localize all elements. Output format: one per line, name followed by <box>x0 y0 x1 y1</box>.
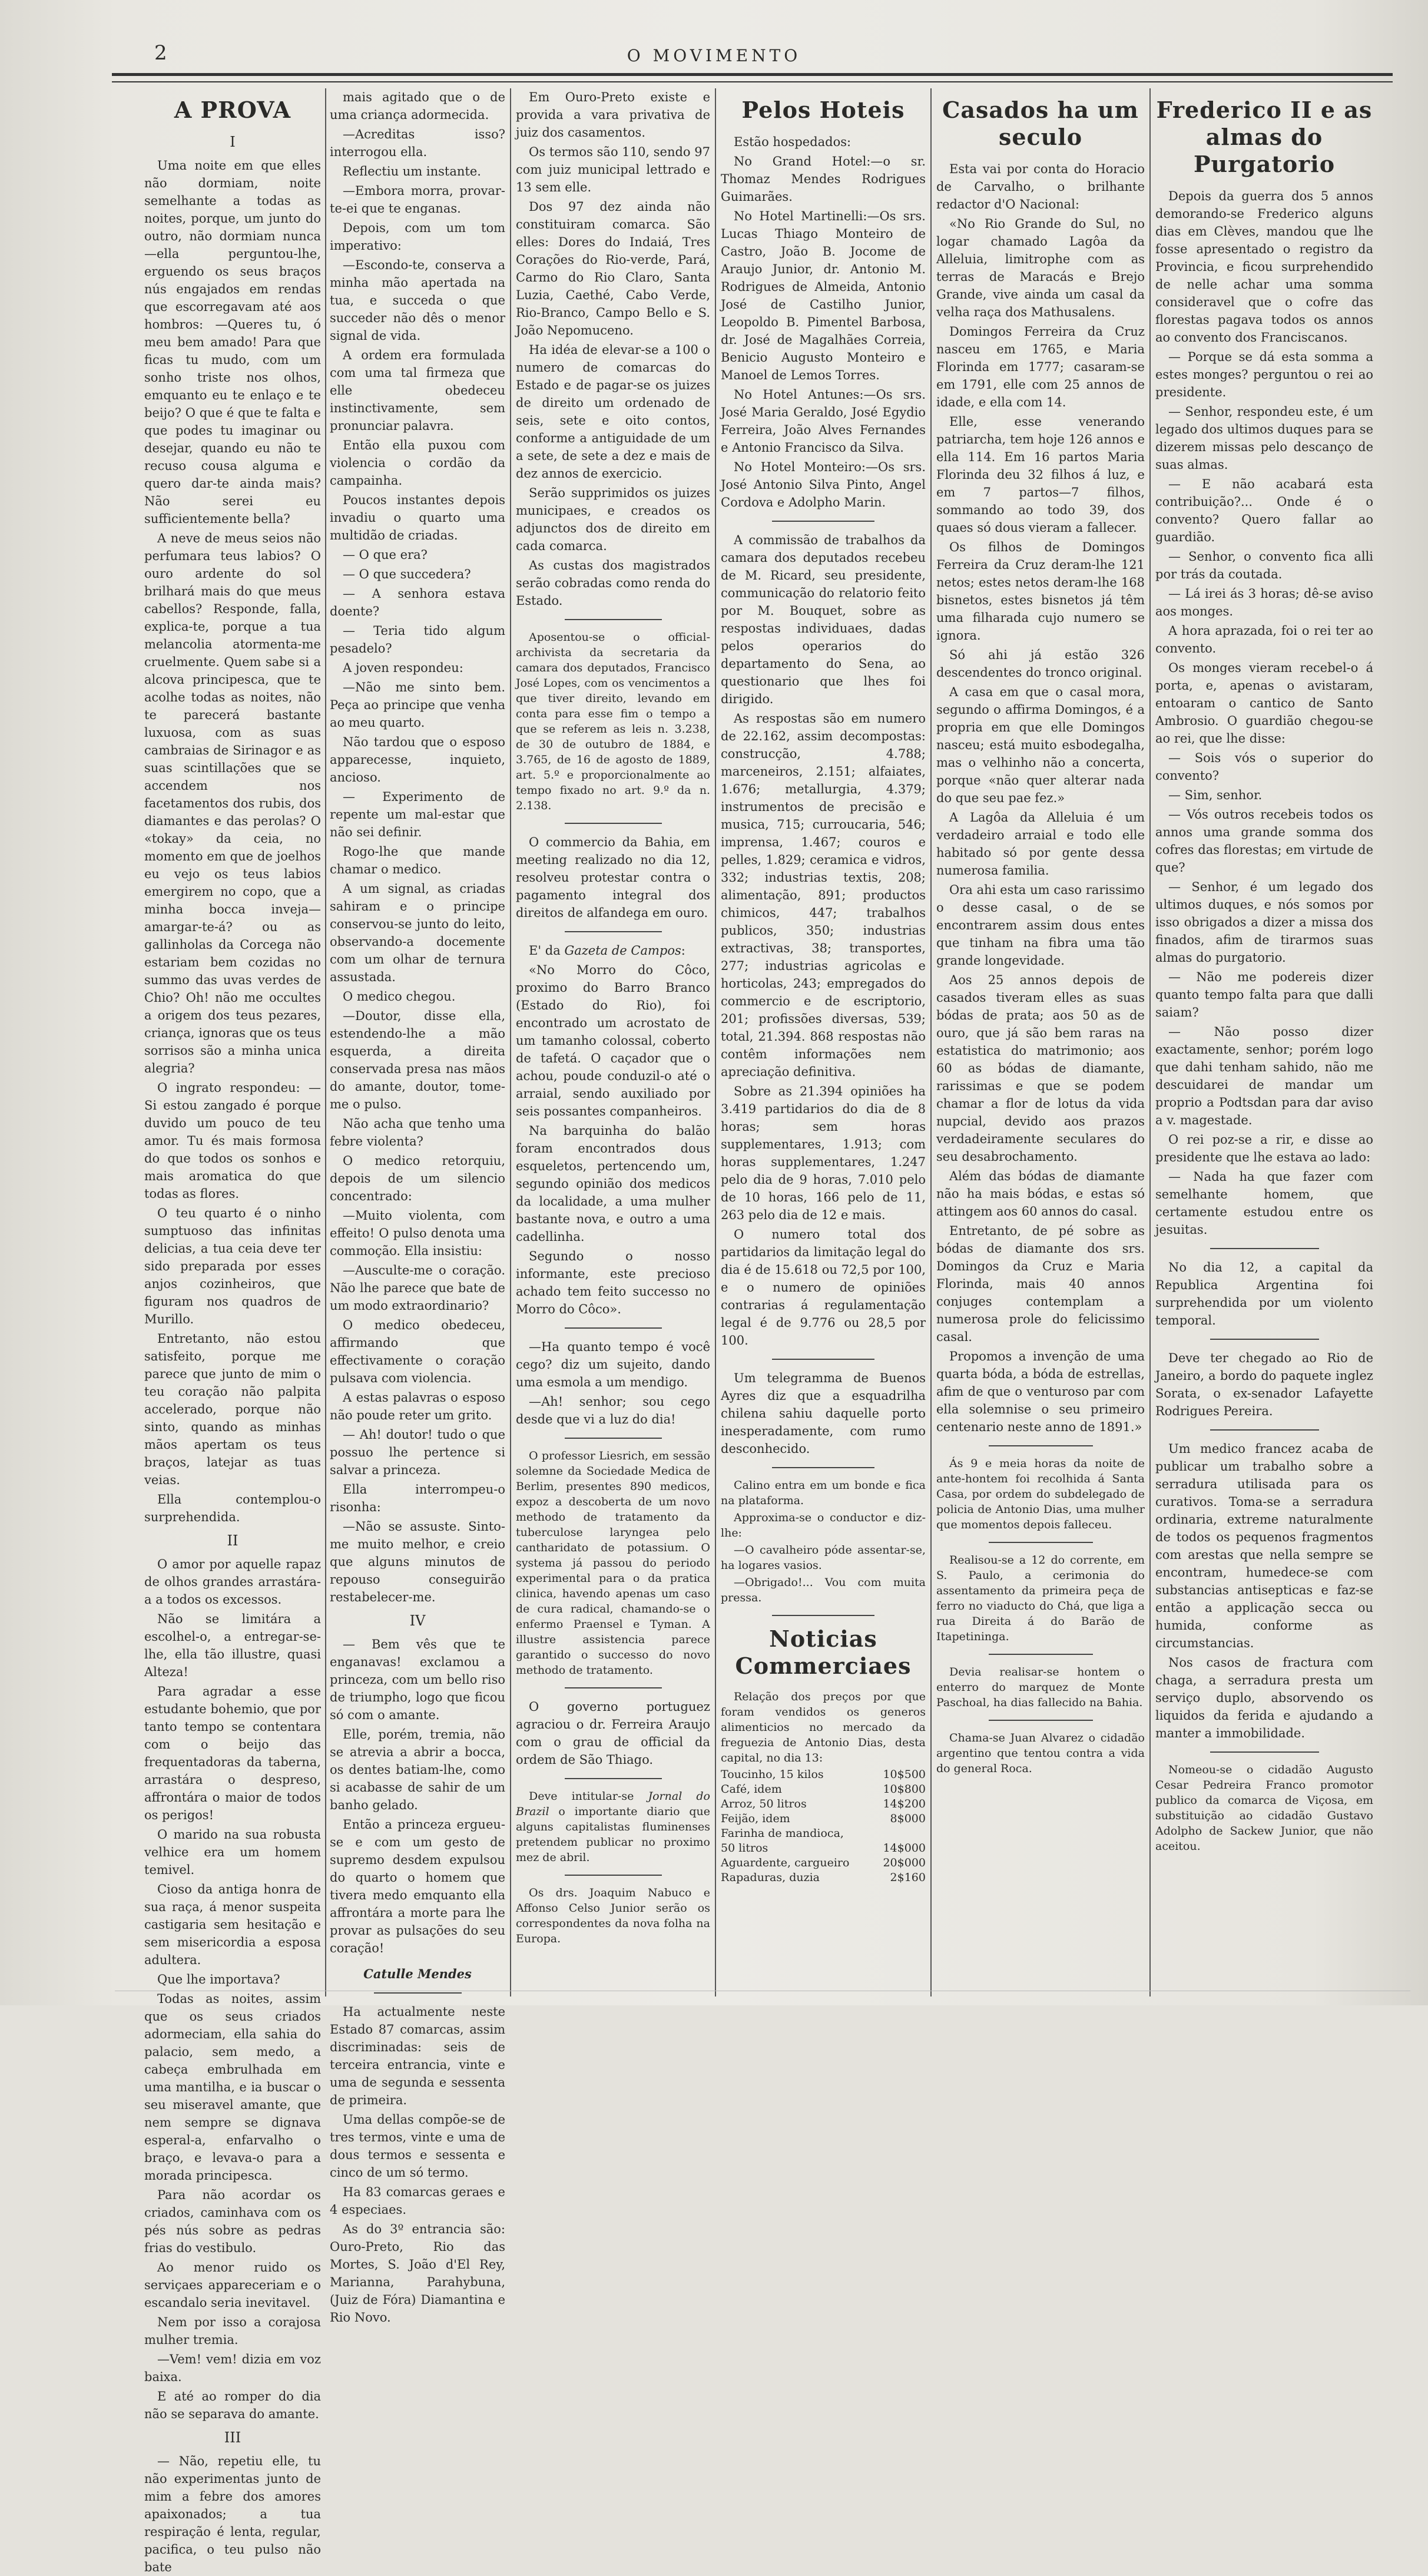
paragraph: E' da Gazeta de Campos: <box>529 943 685 958</box>
price-row <box>721 1767 926 1782</box>
body-text: o importante diario que alguns capitalistas fluminenses pretendem publicar no proximo mez de abril. <box>516 1805 710 1864</box>
paragraph: Então a princeza ergueu-se e com um gesto de supremo desdem expulsou do quarto o homem que tivera medo emquanto ella affrontára a morte para lhe provar as pulsações do seu coração! <box>330 1817 505 1955</box>
masthead: O MOVIMENTO <box>627 46 801 65</box>
paragraph: Entretanto, não estou satisfeito, porque me parece que junto de mim o teu coração não palpita accelerado, porque não sinto, quando as minhas mãos apertam os teus braços, latejar as tuas veias. <box>144 1332 321 1487</box>
paragraph: Nos casos de fractura com chaga, a serradura presta um serviço duplo, absorvendo os liquidos da ferida e ajudando a manter a immobilidade. <box>1155 1655 1373 1740</box>
paragraph: —Vem! vem! dizia em voz baixa. <box>144 2352 321 2384</box>
article-heading-pelos-hoteis: Pelos Hoteis <box>741 97 905 123</box>
paragraph: O amor por aquelle rapaz de olhos grandes arrastára-a a todos os excessos. <box>144 1557 321 1607</box>
paragraph: O commercio da Bahia, em meeting realizado no dia 12, resolveu protestar contra o pagamento integral dos direitos de alfandega em ouro. <box>516 835 710 920</box>
paragraph: O ingrato respondeu: — Si estou zangado é porque duvido um pouco de teu amor. Tu és mais formosa do que todos os sonhos e mais aromatica do que todas as flores. <box>144 1081 321 1201</box>
paragraph: Relação dos preços por que foram vendidos os generos alimenticios no mercado da freguezia de Antonio Dias, desta capital, no dia 13: <box>721 1690 926 1764</box>
paragraph: — A senhora estava doente? <box>330 587 505 618</box>
price-value: 2$160 <box>890 1871 926 1884</box>
paragraph: —Ausculte-me o coração. Não lhe parece que bate de um modo extraordinario? <box>330 1263 505 1313</box>
separator <box>1210 1751 1319 1753</box>
price-row <box>721 1856 926 1870</box>
price-row <box>721 1797 926 1812</box>
paragraph: Esta vai por conta do Horacio de Carvalho, o brilhante redactor d'O Nacional: <box>936 162 1145 211</box>
separator <box>565 931 662 932</box>
paragraph: Aposentou-se o official-archivista da secretaria da camara dos deputados, Francisco José Lopes, com os vencimentos a que tiver direito, levando em conta para esse fim o tempo a que se referem as leis n. 3.238, de 30 de outubro de 1884, e 3.765, de 16 de agosto de 1889, art. 5.º e proporcionalmente ao tempo fixado no art. 9.º da n. 2.138. <box>516 631 710 812</box>
separator <box>989 1542 1093 1543</box>
price-item: 50 litros <box>721 1842 768 1855</box>
article-heading-a-prova: A PROVA <box>174 97 291 123</box>
paragraph: Um medico francez acaba de publicar um trabalho sobre a serradura utilisada para os curativos. Toma-se a serradura ordinaria, extreme naturalmente de todos os pequenos fragmentos com arestas que nella sempre se encontram, humedece-se com substancias antisepticas e faz-se então a applicação secca ou humida, conforme as circumstancias. <box>1155 1442 1373 1650</box>
paragraph: Calino entra em um bonde e fica na plataforma. <box>721 1479 926 1507</box>
paragraph: mais agitado que o de uma criança adormecida. <box>330 90 505 122</box>
column-divider <box>325 88 326 1996</box>
paragraph: «No Rio Grande do Sul, no logar chamado Lagôa da Alleluia, limitrophe com as terras de Maracás e Brejo Grande, vive ainda um casal da velha raça dos Mathusalens. <box>936 217 1145 319</box>
paragraph: — Ah! doutor! tudo o que possuo lhe pertence si salvar a princeza. <box>330 1428 505 1477</box>
paragraph: —O cavalheiro póde assentar-se, ha logares vasios. <box>721 1544 926 1572</box>
paragraph: Para agradar a esse estudante bohemio, que por tanto tempo se contentara com o beijo das frequentadoras da taberna, arrastára o despreso, affrontára o maior de todos os perigos! <box>144 1684 321 1822</box>
price-row <box>721 1812 926 1826</box>
paragraph: Além das bódas de diamante não ha mais bódas, e estas só attingem aos 60 annos do casal. <box>936 1169 1145 1219</box>
intro-text: E' da <box>529 943 561 958</box>
section-marker: I <box>230 134 236 150</box>
paragraph: — Porque se dá esta somma a estes monges? perguntou o rei ao presidente. <box>1155 350 1373 399</box>
paragraph: Depois da guerra dos 5 annos demorando-se Frederico alguns dias em Clèves, mandou que lhe fosse apresentado o registro da Provincia, e ficou surprehendido de nelle achar uma somma consideravel que o cofre das florestas pagava todos os annos ao convento dos Franciscanos. <box>1155 189 1373 345</box>
paragraph: A Lagôa da Alleluia é um verdadeiro arraial e todo elle habitado só por gente dessa numerosa familia. <box>936 810 1145 878</box>
paragraph: Não se limitára a escolhel-o, a entregar-se-lhe, ella tão illustre, quasi Alteza! <box>144 1612 321 1679</box>
paragraph: Os monges vieram recebel-o á porta, e, apenas o avistaram, entoaram o cantico de Santo Ambrosio. O guardião chegou-se ao rei, que lhe disse: <box>1155 661 1373 746</box>
paragraph: — Senhor, é um legado dos ultimos duques, e nós somos por isso obrigados a dizer a missa dos finados, afim de tirarmos suas almas do purgatorio. <box>1155 880 1373 965</box>
paragraph: — Sois vós o superior do convento? <box>1155 751 1373 783</box>
header-rule <box>112 73 1393 82</box>
separator <box>772 1615 874 1616</box>
paragraph: Elle, esse venerando patriarcha, tem hoje 126 annos e ella 114. Em 16 partos Maria Florinda deu 32 filhos á luz, e em 7 partos—7 filhos, sommando ao todo 39, dos quaes só dous vieram a fallecer. <box>936 415 1145 535</box>
column-divider <box>510 88 511 1996</box>
paragraph: — Teria tido algum pesadelo? <box>330 624 505 655</box>
paragraph: — Senhor, respondeu este, é um legado dos ultimos duques para se dizerem missas pelo descanço de suas almas. <box>1155 405 1373 472</box>
paragraph: Um telegramma de Buenos Ayres diz que a esquadrilha chilena sahiu daquelle porto inesperadamente, com rumo desconhecido. <box>721 1371 926 1456</box>
separator <box>989 1654 1093 1655</box>
separator <box>565 823 662 824</box>
price-item: Feijão, idem <box>721 1812 790 1825</box>
paragraph: Chama-se Juan Alvarez o cidadão argentino que tentou contra a vida do general Roca. <box>936 1731 1145 1775</box>
paragraph: Ora ahi esta um caso rarissimo o desse casal, o de se encontrarem assim dous entes que tinham na fibra uma tão grande longevidade. <box>936 883 1145 968</box>
paragraph: —Não se assuste. Sinto-me muito melhor, e creio que alguns minutos de repouso conseguirão restabelecer-me. <box>330 1519 505 1604</box>
column-divider <box>715 88 716 1996</box>
paragraph: Só ahi já estão 326 descendentes do tronco original. <box>936 648 1145 680</box>
paragraph: — Vós outros recebeis todos os annos uma grande somma dos cofres das florestas; em virtude de que? <box>1155 807 1373 875</box>
price-value: 14$000 <box>883 1842 926 1855</box>
paragraph: —Muito violenta, com effeito! O pulso denota uma commoção. Ella insistiu: <box>330 1208 505 1258</box>
paragraph: Dos 97 dez ainda não constituiram comarca. São elles: Dores do Indaiá, Tres Corações do Rio-verde, Pará, Carmo do Rio Claro, Santa Luzia, Caethé, Cabo Verde, Rio-Branco, Campo Bello e S. João Nepomuceno. <box>516 200 710 337</box>
paragraph: Realisou-se a 12 do corrente, em S. Paulo, a cerimonia do assentamento da primeira peça de ferro no viaducto do Chá, que liga a rua Direita á do Barão de Itapetininga. <box>936 1554 1145 1643</box>
paragraph: Então ella puxou com violencia o cordão da campainha. <box>330 438 505 488</box>
paragraph: O marido na sua robusta velhice era um homem temivel. <box>144 1827 321 1877</box>
paragraph: O teu quarto é o ninho sumptuoso das infinitas delicias, a tua ceia deve ter sido preparada por esses anjos cozinheiros, que figuram nos quadros de Murillo. <box>144 1206 321 1326</box>
paragraph: Uma dellas compõe-se de tres termos, vinte e uma de dous termos e sessenta e cinco de um só termo. <box>330 2113 505 2180</box>
page-number: 2 <box>154 41 167 65</box>
paragraph: — E não acabará esta contribuição?... Onde é o convento? Quero fallar ao guardião. <box>1155 477 1373 544</box>
separator <box>989 1720 1093 1721</box>
article-heading-noticias-commerciaes: Noticias Commerciaes <box>735 1625 912 1679</box>
paragraph: — Bem vês que te enganavas! exclamou a princeza, com um bello riso de triumpho, logo que ficou só com o amante. <box>330 1637 505 1722</box>
paragraph: A joven respondeu: <box>343 661 463 675</box>
paragraph: «No Morro do Côco, proximo do Barro Branco (Estado do Rio), foi encontrado um acrostato de um tamanho colossal, coberto de tafetá. O caçador que o achou, poude conduzil-o até o arraial, sendo auxiliado por seis possantes companheiros. <box>516 963 710 1118</box>
price-value: 8$000 <box>890 1812 926 1825</box>
price-value: 14$200 <box>883 1797 926 1810</box>
price-row <box>721 1826 926 1841</box>
paragraph: Devia realisar-se hontem o enterro do marquez de Monte Paschoal, ha dias fallecido na Bahia. <box>936 1666 1145 1709</box>
paragraph: — Não posso dizer exactamente, senhor; porém logo que dahi tenham sahido, não me descuidarei de mandar um proprio a Podtsdan para dar aviso a v. magestade. <box>1155 1025 1373 1127</box>
paragraph: A neve de meus seios não perfumara teus labios? O ouro ardente do sol brilhará mais do que meus cabellos? Responde, falla, explica-te, porque a tua melancolia atormenta-me cruelmente. Quem sabe si a alcova principesca, que te acolhe todas as noites, não te parecerá bastante luxuosa, com as suas cambraias de Sirinagor e as suas scintillações que se accendem nos facetamentos dos rubis, dos diamantes e das perolas? O «tokay» da ceia, no momento em que de joelhos eu vejo os teus labios emergirem no copo, que a minha bocca inveja—amargar-te-á? ou as gallinholas da Corcega não estariam bem cozidas no summo das uvas verdes de Chio? Oh! não me occultes a origem dos teus pezares, criança, ignoras que os teus sorrisos são a minha unica alegria? <box>144 531 321 1075</box>
paragraph: — Lá irei ás 3 horas; dê-se aviso aos monges. <box>1155 587 1373 618</box>
paragraph: No Hotel Martinelli:—Os srs. Lucas Thiago Monteiro de Castro, João B. Jocome de Araujo Junior, dr. Antonio M. Rodrigues de Almeida, Antonio José de Castilho Junior, Leopoldo B. Pimentel Barbosa, dr. José de Magalhães Correia, Benicio Augusto Monteiro e Manoel de Lemos Torres. <box>721 209 926 382</box>
paragraph: O medico chegou. <box>343 989 456 1004</box>
section-marker: IV <box>409 1613 426 1629</box>
separator <box>565 1687 662 1688</box>
column-6 <box>1155 88 1373 1991</box>
paragraph: —Doutor, disse ella, estendendo-lhe a mão esquerda, a direita conservada presa nas mãos do amante, doutor, tome-me o pulso. <box>330 1009 505 1111</box>
paragraph: As do 3º entrancia são: Ouro-Preto, Rio das Mortes, S. João d'El Rey, Marianna, Parahybuna, (Juiz de Fóra) Diamantina e Rio Novo. <box>330 2222 505 2325</box>
price-value: 10$500 <box>883 1768 926 1781</box>
column-5 <box>936 88 1145 1991</box>
paragraph: Para não acordar os criados, caminhava com os pés nús sobre as pedras frias do vestibulo. <box>144 2188 321 2255</box>
column-1 <box>144 88 321 2574</box>
paragraph: Domingos Ferreira da Cruz nasceu em 1765, e Maria Florinda em 1777; casaram-se em 1791, elle com 25 annos de idade, e ella com 14. <box>936 325 1145 409</box>
paragraph: —Ha quanto tempo é você cego? diz um sujeito, dando uma esmola a um mendigo. <box>516 1340 710 1389</box>
paragraph: Os drs. Joaquim Nabuco e Affonso Celso Junior serão os correspondentes da nova folha na Europa. <box>516 1886 710 1945</box>
paragraph: A commissão de trabalhos da camara dos deputados recebeu de M. Ricard, seu presidente, communicação do relatorio feito por M. Bouquet, sobre as respostas individuaes, dadas pelos operarios do departamento do Sena, ao questionario que lhes foi dirigido. <box>721 533 926 706</box>
paragraph: Ao menor ruido os serviçaes appareceriam e o escandalo seria inevitavel. <box>144 2260 321 2310</box>
separator <box>772 521 874 522</box>
price-row <box>721 1870 926 1885</box>
separator <box>565 619 662 620</box>
paragraph: O governo portuguez agraciou o dr. Ferreira Araujo com o grau de official da ordem de São Thiago. <box>516 1700 710 1767</box>
paragraph: No Hotel Monteiro:—Os srs. José Antonio Silva Pinto, Angel Cordova e Adolpho Marin. <box>721 460 926 509</box>
paragraph: Nomeou-se o cidadão Augusto Cesar Pedreira Franco promotor publico da comarca de Viçosa, em substituição ao cidadão Gustavo Adolpho de Sackew Junior, que não aceitou. <box>1155 1763 1373 1853</box>
paragraph: Entretanto, de pé sobre as bódas de diamante dos srs. Domingos da Cruz e Maria Florinda, mais 40 annos conjuges contemplam a numerosa prole do felicissimo casal. <box>936 1224 1145 1344</box>
paragraph: O medico obedeceu, affirmando que effectivamente o coração pulsava com violencia. <box>330 1318 505 1385</box>
paragraph: — Nada ha que fazer com semelhante homem, que certamente estudou entre os jesuitas. <box>1155 1170 1373 1237</box>
price-item: Aguardente, cargueiro <box>721 1856 850 1869</box>
price-item: Arroz, 50 litros <box>721 1797 807 1810</box>
paragraph: — Sim, senhor. <box>1168 788 1263 802</box>
paragraph: Approxima-se o conductor e diz-lhe: <box>721 1511 926 1539</box>
paragraph: A ordem era formulada com uma tal firmeza que elle obedeceu instinctivamente, sem pronunciar palavra. <box>330 348 505 433</box>
paragraph: — O que era? <box>343 548 428 562</box>
paragraph: O professor Liesrich, em sessão solemne da Sociedade Medica de Berlim, presentes 890 medicos, expoz a descoberta de um novo methodo de tratamento da tuberculose laryngea pelo cantharidato de potassium. O systema já passou do periodo experimental para o da pratica clinica, havendo apenas um caso de cura radical, chamando-se o enfermo Praensel e Tyman. A illustre assistencia parece garantido o successo do novo methodo de tratamento. <box>516 1449 710 1677</box>
column-divider <box>1149 88 1151 1996</box>
paragraph: —Embora morra, provar-te-ei que te enganas. <box>330 184 505 216</box>
paragraph: Segundo o nosso informante, este precioso achado tem feito successo no Morro do Côco». <box>516 1249 710 1316</box>
paragraph: No Grand Hotel:—o sr. Thomaz Mendes Rodrigues Guimarães. <box>721 154 926 204</box>
column-divider <box>930 88 932 1996</box>
separator <box>1210 1248 1319 1249</box>
paragraph: Ha idéa de elevar-se a 100 o numero de comarcas do Estado e de pagar-se os juizes de direito um ordenado de seis, sete e oito contos, conforme a antiguidade de um a sete, de sete a dez e mais de dez annos de exercicio. <box>516 343 710 481</box>
paragraph: —Ah! senhor; sou cego desde que vi a luz do dia! <box>516 1395 710 1426</box>
paragraph: A um signal, as criadas sahiram e o principe conservou-se junto do leito, observando-a docemente com um olhar de ternura assustada. <box>330 882 505 984</box>
paragraph: Ás 9 e meia horas da noite de ante-hontem foi recolhida á Santa Casa, por ordem do subdelegado de policia de Antonio Dias, uma mulher que momentos depois falleceu. <box>936 1457 1145 1531</box>
paragraph: —Acreditas isso? interrogou ella. <box>330 127 505 159</box>
paragraph: Em Ouro-Preto existe e provida a vara privativa de juiz dos casamentos. <box>516 90 710 140</box>
column-3 <box>516 88 710 1991</box>
paragraph: Depois, com um tom imperativo: <box>330 221 505 253</box>
price-row <box>721 1841 926 1856</box>
paragraph: Uma noite em que elles não dormiam, noite semelhante a todas as noites, porque, um junto do outro, não dormiam nunca—ella perguntou-lhe, erguendo os seus braços nús engajados em rendas que escorregavam até aos hombros: —Queres tu, ó meu bem amado! Para que ficas tu mudo, com um sonho triste nos olhos, emquanto eu te enlaço e te beijo? O que é que te falta e que podes tu imaginar ou desejar, quando eu não te recuso cousa alguma e quero dar-te ainda mais? Não serei eu sufficientemente bella? <box>144 158 321 526</box>
paragraph: Ha actualmente neste Estado 87 comarcas, assim discriminadas: seis de terceira entrancia, vinte e uma de segunda e sessenta de primeira. <box>330 2005 505 2107</box>
paragraph: Ha 83 comarcas geraes e 4 especiaes. <box>330 2185 505 2217</box>
paragraph: As custas dos magistrados serão cobradas como renda do Estado. <box>516 558 710 608</box>
paragraph: Cioso da antiga honra de sua raça, á menor suspeita castigaria sem hesitação e sem misericordia a esposa adultera. <box>144 1882 321 1967</box>
separator <box>989 1445 1093 1446</box>
separator <box>1210 1429 1319 1431</box>
price-value: 20$000 <box>883 1856 926 1869</box>
column-2 <box>330 88 505 2325</box>
price-item: Toucinho, 15 kilos <box>721 1768 824 1781</box>
article-heading-frederico-ii: Frederico II e as almas do Purgatorio <box>1156 97 1373 177</box>
paragraph: E até ao romper do dia não se separava do amante. <box>144 2389 321 2421</box>
paragraph: — Não me podereis dizer quanto tempo falta para que dalli saiam? <box>1155 970 1373 1019</box>
separator <box>772 1467 874 1468</box>
intro-text: Deve intitular-se <box>529 1790 634 1803</box>
source-name: Gazeta de Campos <box>564 943 681 958</box>
price-list <box>721 1767 926 1885</box>
paragraph: — Experimento de repente um mal-estar que não sei definir. <box>330 790 505 839</box>
paragraph: — O que succedera? <box>343 567 471 581</box>
separator <box>772 1359 874 1360</box>
article-heading-casados-ha-um-seculo: Casados ha um seculo <box>942 97 1139 150</box>
paragraph: Os termos são 110, sendo 97 com juiz municipal lettrado e 13 sem elle. <box>516 145 710 194</box>
paragraph: Elle, porém, tremia, não se atrevia a abrir a bocca, os dentes batiam-lhe, como si acabasse de sahir de um banho gelado. <box>330 1727 505 1812</box>
paragraph: Não tardou que o esposo apparecesse, inquieto, ancioso. <box>330 735 505 784</box>
paragraph: Sobre as 21.394 opiniões ha 3.419 partidarios do dia de 8 horas; sem horas supplementares, 1.913; com horas supplementares, 1.247 pelo dia de 9 horas, 7.010 pelo de 10 horas, 166 pelo de 11, 263 pelo dia de 12 e mais. <box>721 1084 926 1222</box>
price-value: 10$800 <box>883 1783 926 1796</box>
column-4 <box>721 88 926 1991</box>
price-row <box>721 1782 926 1797</box>
paragraph: O numero total dos partidarios da limitação legal do dia é de 15.618 ou 72,5 por 100, e o numero de opiniões contrarias á regulamentação legal é de 9.776 ou 28,5 por 100. <box>721 1227 926 1347</box>
paragraph: Propomos a invenção de uma quarta bóda, a bóda de estrellas, afim de que o venturoso par com ella solemnise o seu primeiro centenario neste anno de 1891.» <box>936 1349 1145 1434</box>
author-signature: Catulle Mendes <box>363 1966 472 1981</box>
separator <box>565 1778 662 1779</box>
price-item: Farinha de mandioca, <box>721 1827 844 1840</box>
paragraph: No Hotel Antunes:—Os srs. José Maria Geraldo, José Egydio Ferreira, João Alves Fernandes e Antonio Francisco da Silva. <box>721 388 926 455</box>
paragraph: Serão supprimidos os juizes municipaes, e creados os adjunctos dos de direito em cada comarca. <box>516 486 710 553</box>
paragraph: O medico retorquiu, depois de um silencio concentrado: <box>330 1154 505 1203</box>
section-marker: III <box>224 2429 241 2446</box>
paragraph: O rei poz-se a rir, e disse ao presidente que lhe estava ao lado: <box>1155 1133 1373 1164</box>
paragraph: Rogo-lhe que mande chamar o medico. <box>330 845 505 876</box>
separator <box>565 1875 662 1876</box>
paragraph: —Obrigado!... Vou com muita pressa. <box>721 1576 926 1604</box>
paragraph: As respostas são em numero de 22.162, assim decompostas: construcção, 4.788; marceneiros, 2.151; alfaiates, 1.676; metallurgia, 4.379; instrumentos de precisão e musica, 715; curroucaria, 546; imprensa, 1.467; couros e pelles, 1.829; ceramica e vidros, 332; industrias textis, 208; alimentação, 891; productos chimicos, 447; trabalhos publicos, 350; industrias extractivas, 38; transportes, 277; industrias agricolas e horticolas, 243; empregados do commercio e de escriptorio, 201; profissões diversas, 539; total, 21.394. 868 respostas não contêm informações nem apreciação definitiva. <box>721 711 926 1079</box>
paragraph: Todas as noites, assim que os seus criados adormeciam, ella sahia do palacio, sem medo, a cabeça embrulhada em uma mantilha, e ia buscar o seu miseravel amante, que nem sempre se dignava esperal-a, enfarvalho o braço, e levava-o para a morada principesca. <box>144 1992 321 2183</box>
price-item: Café, idem <box>721 1783 782 1796</box>
paragraph: Reflectiu um instante. <box>343 164 481 178</box>
paragraph: Ella interrompeu-o risonha: <box>330 1482 505 1514</box>
paragraph: — Senhor, o convento fica alli por trás da coutada. <box>1155 549 1373 581</box>
paragraph: Não acha que tenho uma febre violenta? <box>330 1117 505 1148</box>
paragraph: Ella contemplou-o surprehendida. <box>144 1492 321 1524</box>
paragraph: — Não, repetiu elle, tu não experimentas junto de mim a febre dos amores apaixonados; a tua respiração é lenta, regular, pacifica, o teu pulso não bate <box>144 2454 321 2574</box>
paragraph: A casa em que o casal mora, segundo o affirma Domingos, é a propria em que elle Domingos nasceu; está muito esbodegalha, mas o velhinho não a concerta, porque «não quer alterar nada do que seu pae fez.» <box>936 685 1145 805</box>
paragraph: Estão hospedados: <box>734 135 852 149</box>
paragraph: A hora aprazada, foi o rei ter ao convento. <box>1155 624 1373 655</box>
source-name: Jornal do Brazil <box>516 1790 710 1818</box>
paragraph: A estas palavras o esposo não poude reter um grito. <box>330 1390 505 1422</box>
paragraph: Aos 25 annos depois de casados tiveram elles as suas bódas de prata; aos 50 as de ouro, que já são bem raras na estatistica do matrimonio; aos 60 as bódas de diamante, rarissimas e que se podem chamar a flor de lotus da vida nupcial, devido aos prazos verdadeiramente seculares do seu desabrochamento. <box>936 973 1145 1164</box>
separator <box>1210 1339 1319 1340</box>
separator <box>374 1992 462 1994</box>
section-marker: II <box>227 1532 238 1549</box>
paragraph <box>516 1789 710 1865</box>
paragraph: Que lhe importava? <box>157 1972 280 1986</box>
paragraph: Na barquinha do balão foram encontrados dous esqueletos, pertencendo um, segundo opinião dos medicos da localidade, a uma mulher bastante nova, e outro a uma cadellinha. <box>516 1124 710 1244</box>
paragraph: Nem por isso a corajosa mulher tremia. <box>144 2315 321 2347</box>
price-item: Rapaduras, duzia <box>721 1871 820 1884</box>
paragraph: Os filhos de Domingos Ferreira da Cruz deram-lhe 121 netos; estes netos deram-lhe 168 bisnetos, estes bisnetos já têm uma filharada cujo numero se ignora. <box>936 540 1145 643</box>
paragraph: —Não me sinto bem. Peça ao principe que venha ao meu quarto. <box>330 680 505 730</box>
paragraph: —Escondo-te, conserva a minha mão apertada na tua, e succeda o que succeder não dês o menor signal de vida. <box>330 258 505 343</box>
separator <box>565 1327 662 1329</box>
paragraph: No dia 12, a capital da Republica Argentina foi surprehendida por um violento temporal. <box>1155 1260 1373 1327</box>
paragraph: Poucos instantes depois invadiu o quarto uma multidão de criadas. <box>330 493 505 542</box>
paragraph: Deve ter chegado ao Rio de Janeiro, a bordo do paquete inglez Sorata, o ex-senador Lafayette Rodrigues Pereira. <box>1155 1351 1373 1418</box>
separator <box>565 1438 662 1439</box>
